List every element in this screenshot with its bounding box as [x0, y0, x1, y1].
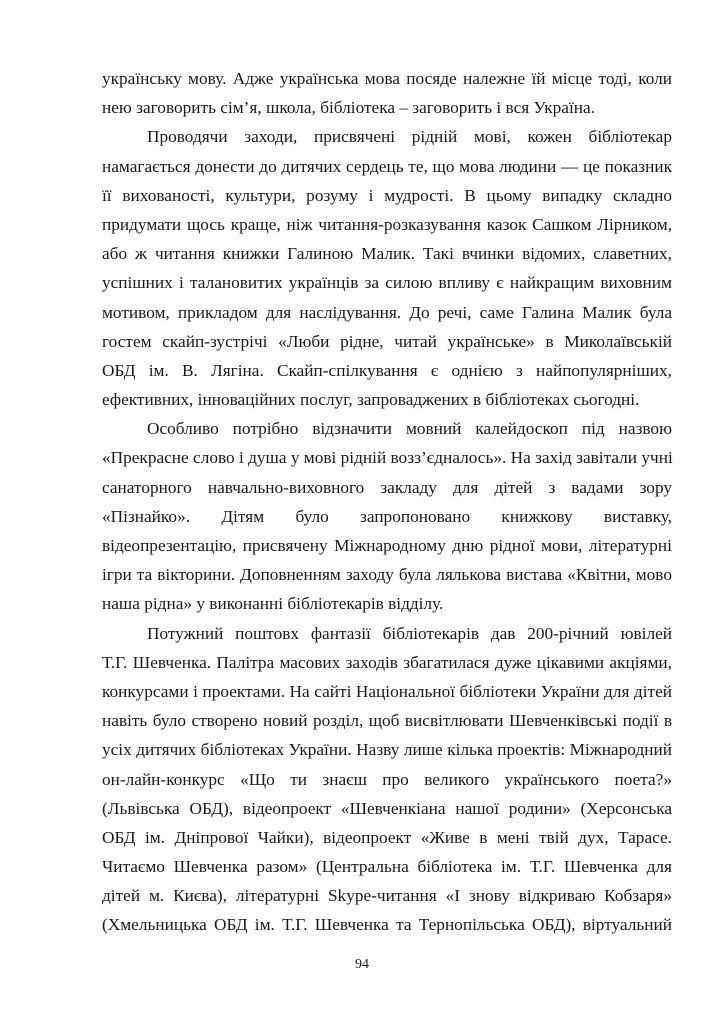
text-line: конкурсами і проектами. На сайті Національної бібліотеки України для дітей — [102, 681, 672, 701]
text-line: ігри та вікторини. Доповненням заходу була лялькова вистава «Квітни, мово — [102, 565, 672, 585]
text-line: «Пізнайко». Дітям було запропоновано книжкову виставку, — [102, 506, 672, 526]
body-text — [102, 64, 672, 940]
text-line: гостем скайп-зустрічі «Люби рідне, читай українське» в Миколаївській — [102, 331, 672, 351]
paragraph-first-line: Особливо потрібно відзначити мовний калейдоскоп під назвою — [147, 419, 672, 439]
text-line: Читаємо Шевченка разом» (Центральна бібліотека ім. Т.Г. Шевченка для — [102, 857, 672, 877]
text-line: українську мову. Адже українська мова посяде належне їй місце тоді, коли — [102, 69, 672, 88]
text-line: он-лайн-конкурс «Що ти знаєш про великого українського поета?» — [102, 769, 672, 789]
text-line: намагається донести до дитячих сердець те, що мова людини — це показник — [102, 156, 672, 176]
text-line: наша рідна» у виконанні бібліотекарів відділу. — [102, 594, 444, 614]
paragraph-first-line: Проводячи заходи, присвячені рідній мові, кожен бібліотекар — [147, 127, 672, 147]
text-line: санаторного навчально-виховного закладу для дітей з вадами зору — [102, 477, 672, 497]
text-line: нею заговорить сім’я, школа, бібліотека – заговорить і вся Україна. — [102, 98, 595, 118]
text-line: дітей м. Києва), літературні Skype-читання «І знову відкриваю Кобзаря» — [102, 886, 672, 906]
text-line: навіть було створено новий розділ, щоб висвітлювати Шевченківські події в — [102, 711, 672, 731]
text-line: (Львівська ОБД), відеопроект «Шевченкіана нашої родини» (Херсонська — [102, 798, 672, 818]
text-line: успішних і талановитих українців за силою впливу є найкращим виховним — [102, 273, 672, 293]
text-line: мотивом, прикладом для наслідування. До речі, саме Галина Малик була — [102, 302, 672, 322]
text-line: ОБД ім. Дніпрової Чайки), відеопроект «Живе в мені твій дух, Тарасе. — [102, 827, 672, 847]
text-line: або ж читання книжки Галиною Малик. Такі вчинки відомих, славетних, — [102, 244, 672, 264]
text-line: усіх дитячих бібліотеках України. Назву лише кілька проектів: Міжнародний — [102, 740, 672, 760]
page-number: 94 — [355, 957, 369, 972]
text-line: «Прекрасне слово і душа у мові рідній возз’єдналось». На захід завітали учні — [102, 448, 673, 468]
text-line: її вихованості, культури, розуму і мудрості. В цьому випадку складно — [102, 185, 672, 205]
text-line: відеопрезентацію, присвячену Міжнародному дню рідної мови, літературні — [102, 536, 672, 555]
text-line: ефективних, інноваційних послуг, запроваджених в бібліотеках сьогодні. — [102, 390, 640, 410]
paragraph-first-line: Потужний поштовх фантазії бібліотекарів дав 200-річний ювілей — [147, 623, 672, 643]
text-line: придумати щось краще, ніж читання-розказування казок Сашком Лірником, — [102, 214, 672, 234]
text-line: ОБД ім. В. Лягіна. Скайп-спілкування є однією з найпопулярніших, — [102, 360, 672, 380]
text-line: (Хмельницька ОБД ім. Т.Г. Шевченка та Тернопільська ОБД), віртуальний — [102, 915, 672, 935]
text-line: Т.Г. Шевченка. Палітра масових заходів збагатилася дуже цікавими акціями, — [102, 652, 672, 672]
